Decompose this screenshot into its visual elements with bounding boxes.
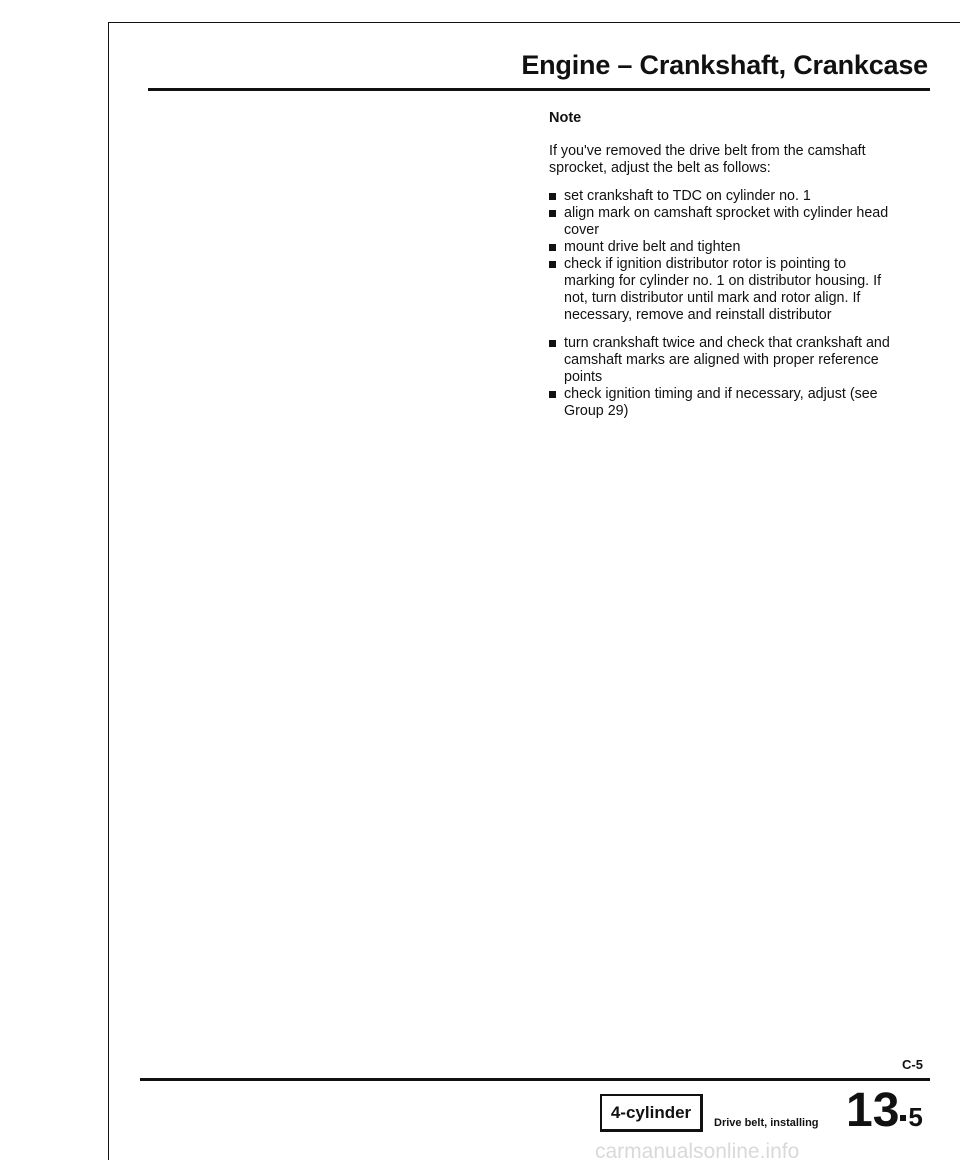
note-intro: If you've removed the drive belt from the camshaft sprocket, adjust the belt as follows: xyxy=(549,143,866,176)
list-item-text: mount drive belt and tighten xyxy=(564,239,741,255)
list-item xyxy=(549,335,899,386)
header-rule xyxy=(148,88,930,91)
watermark: carmanualsonline.info xyxy=(595,1140,800,1163)
list-item-text: check if ignition distributor rotor is pointing to marking for cylinder no. 1 on distributor housing. If not, turn distributor until mark and rotor align. If necessary, remove and reinstall distributor xyxy=(564,256,882,323)
square-bullet-icon xyxy=(549,244,556,251)
variant-label-box xyxy=(600,1094,703,1132)
page-border-left xyxy=(108,22,109,1160)
list-item xyxy=(549,256,899,324)
square-bullet-icon xyxy=(549,391,556,398)
list-item-text: turn crankshaft twice and check that crankshaft and camshaft marks are aligned with proper reference points xyxy=(564,335,890,385)
square-bullet-icon xyxy=(549,340,556,347)
page-border-top xyxy=(108,22,960,23)
square-bullet-icon xyxy=(549,261,556,268)
list-item-text: set crankshaft to TDC on cylinder no. 1 xyxy=(564,188,811,204)
page-title: Engine – Crankshaft, Crankcase xyxy=(521,50,928,80)
list-item-text: align mark on camshaft sprocket with cylinder head cover xyxy=(564,205,889,238)
section-number xyxy=(846,1084,923,1137)
list-item xyxy=(549,386,899,420)
footer-caption: Drive belt, installing xyxy=(714,1117,819,1129)
section-dot-icon xyxy=(900,1115,906,1121)
list-item xyxy=(549,205,899,239)
steps-list-2 xyxy=(549,335,899,420)
footer-rule xyxy=(140,1078,930,1081)
note-section xyxy=(549,110,899,420)
section-number-minor: 5 xyxy=(908,1102,923,1132)
list-item xyxy=(549,239,899,256)
variant-label: 4-cylinder xyxy=(610,1102,692,1122)
page-id: C-5 xyxy=(902,1057,923,1072)
square-bullet-icon xyxy=(549,210,556,217)
steps-list-1 xyxy=(549,188,899,324)
section-number-major: 13 xyxy=(846,1084,900,1137)
note-heading: Note xyxy=(549,110,582,126)
list-item xyxy=(549,188,899,205)
list-item-text: check ignition timing and if necessary, adjust (see Group 29) xyxy=(564,386,878,419)
square-bullet-icon xyxy=(549,193,556,200)
